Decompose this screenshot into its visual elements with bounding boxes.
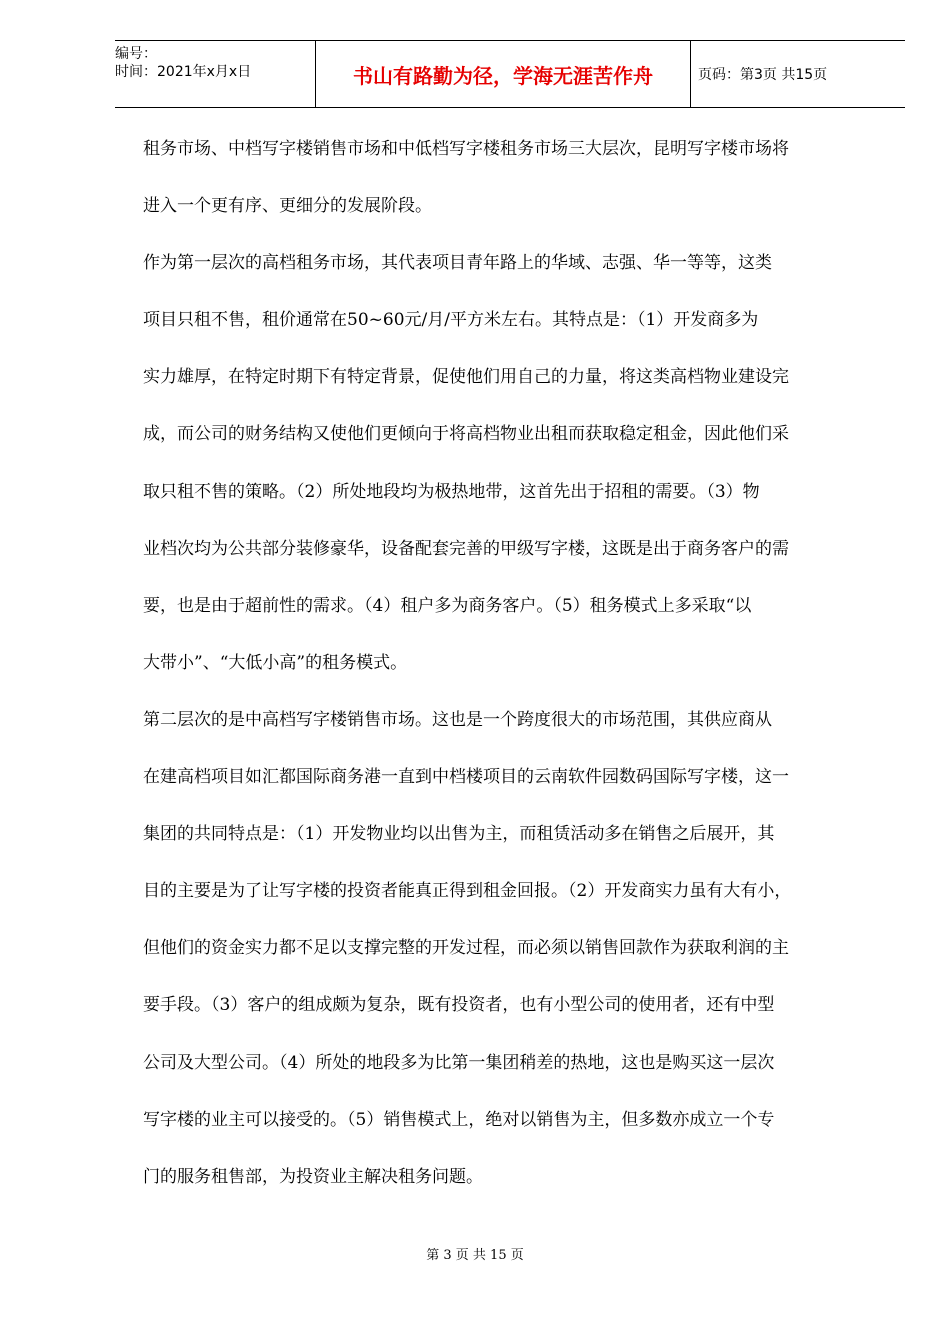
body-line: 但他们的资金实力都不足以支撑完整的开发过程，而必须以销售回款作为获取利润的主 [143, 938, 789, 959]
body-line: 进入一个更有序、更细分的发展阶段。 [143, 196, 432, 217]
body-line: 大带小”、“大低小高”的租务模式。 [143, 652, 408, 673]
body-line: 作为第一层次的高档租务市场，其代表项目青年路上的华域、志强、华一等等，这类 [143, 253, 772, 274]
serial-label: 编号： [115, 46, 157, 62]
body-line: 要，也是由于超前性的需求。（4）租户多为商务客户。（5）租务模式上多采取“以 [143, 595, 752, 616]
header-meta [115, 41, 315, 111]
body-line: 目的主要是为了让写字楼的投资者能真正得到租金回报。（2）开发商实力虽有大有小， [143, 881, 792, 902]
body-line: 公司及大型公司。（4）所处的地段多为比第一集团稍差的热地，这也是购买这一层次 [143, 1052, 775, 1073]
header-motto: 书山有路勤为径，学海无涯苦作舟 [315, 41, 691, 107]
body-line: 在建高档项目如汇都国际商务港一直到中档楼项目的云南软件园数码国际写字楼，这一 [143, 767, 789, 788]
body-line: 租务市场、中档写字楼销售市场和中低档写字楼租务市场三大层次，昆明写字楼市场将 [143, 139, 789, 159]
header-page-info: 页码：第3页 共15页 [698, 67, 828, 83]
body-line: 集团的共同特点是：（1）开发物业均以出售为主，而租赁活动多在销售之后展开，其 [143, 824, 775, 845]
body-line: 项目只租不售，租价通常在50~60元/月/平方米左右。其特点是：（1）开发商多为 [143, 310, 759, 331]
body-line: 实力雄厚，在特定时期下有特定背景，促使他们用自己的力量，将这类高档物业建设完 [143, 367, 789, 388]
time-label: 时间：2021年x月x日 [115, 64, 252, 80]
body-line: 第二层次的是中高档写字楼销售市场。这也是一个跨度很大的市场范围，其供应商从 [143, 709, 772, 730]
body-line: 要手段。（3）客户的组成颇为复杂，既有投资者，也有小型公司的使用者，还有中型 [143, 995, 775, 1016]
body-line: 门的服务租售部，为投资业主解决租务问题。 [143, 1166, 483, 1187]
body-line: 成，而公司的财务结构又使他们更倾向于将高档物业出租而获取稳定租金，因此他们采 [143, 424, 789, 445]
body-line: 业档次均为公共部分装修豪华，设备配套完善的甲级写字楼，这既是出于商务客户的需 [143, 538, 789, 559]
page-footer: 第 3 页 共 15 页 [426, 1248, 524, 1263]
body-line: 写字楼的业主可以接受的。（5）销售模式上，绝对以销售为主，但多数亦成立一个专 [143, 1109, 775, 1130]
page-header [115, 40, 905, 108]
body-line: 取只租不售的策略。（2）所处地段均为极热地带，这首先出于招租的需要。（3）物 [143, 481, 760, 502]
body-text [143, 124, 878, 1209]
